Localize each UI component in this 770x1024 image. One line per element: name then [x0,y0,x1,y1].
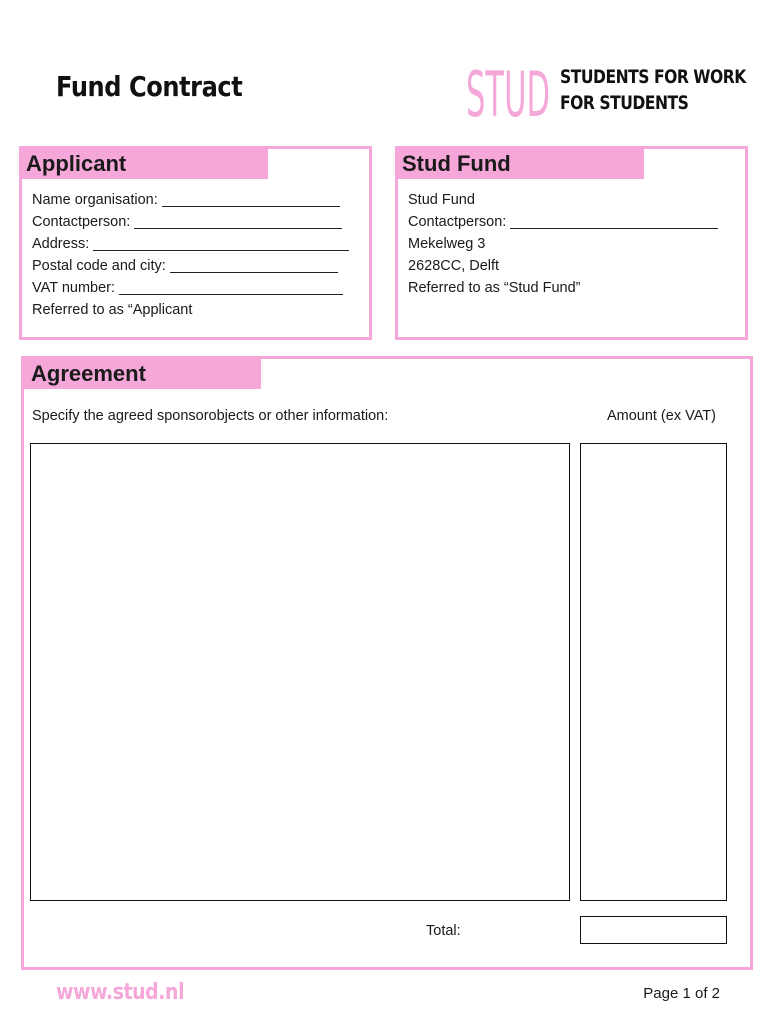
tagline-line1: STUDENTS FOR WORK [560,66,746,88]
field-address[interactable]: Address: [32,233,349,255]
brand-tagline [560,64,746,116]
footer-url[interactable]: www.stud.nl [56,980,185,1005]
field-vat-number[interactable]: VAT number: [32,277,349,299]
applicant-note: Referred to as “Applicant [32,302,193,318]
stud-fund-details [408,189,718,299]
stud-fund-street: Mekelweg 3 [408,236,486,252]
field-contactperson[interactable]: Contactperson: [32,211,349,233]
applicant-heading: Applicant [22,149,268,179]
agreement-instruction: Specify the agreed sponsorobjects or other information: [32,408,389,424]
stud-logo [466,62,550,124]
total-field[interactable] [580,916,727,944]
stud-fund-name: Stud Fund [408,192,475,208]
stud-fund-postal-city: 2628CC, Delft [408,258,500,274]
total-label: Total: [426,923,461,939]
amount-field[interactable] [580,443,727,901]
agreement-section [21,356,753,970]
applicant-section [19,146,372,340]
amount-label: Amount (ex VAT) [606,408,716,424]
page-number: Page 1 of 2 [643,985,720,1002]
agreement-heading: Agreement [24,359,261,389]
stud-fund-section [395,146,748,340]
field-stud-contactperson[interactable]: Contactperson: [408,211,718,233]
stud-fund-heading: Stud Fund [398,149,644,179]
field-postal-city[interactable]: Postal code and city: [32,255,349,277]
logo-letters: STUD [466,62,550,124]
tagline-line2: FOR STUDENTS [560,92,689,114]
field-name-organisation[interactable]: Name organisation: [32,189,349,211]
page-title: Fund Contract [56,70,243,103]
applicant-fields [32,189,349,321]
sponsorobjects-textarea[interactable] [30,443,570,901]
stud-fund-note: Referred to as “Stud Fund” [408,280,581,296]
